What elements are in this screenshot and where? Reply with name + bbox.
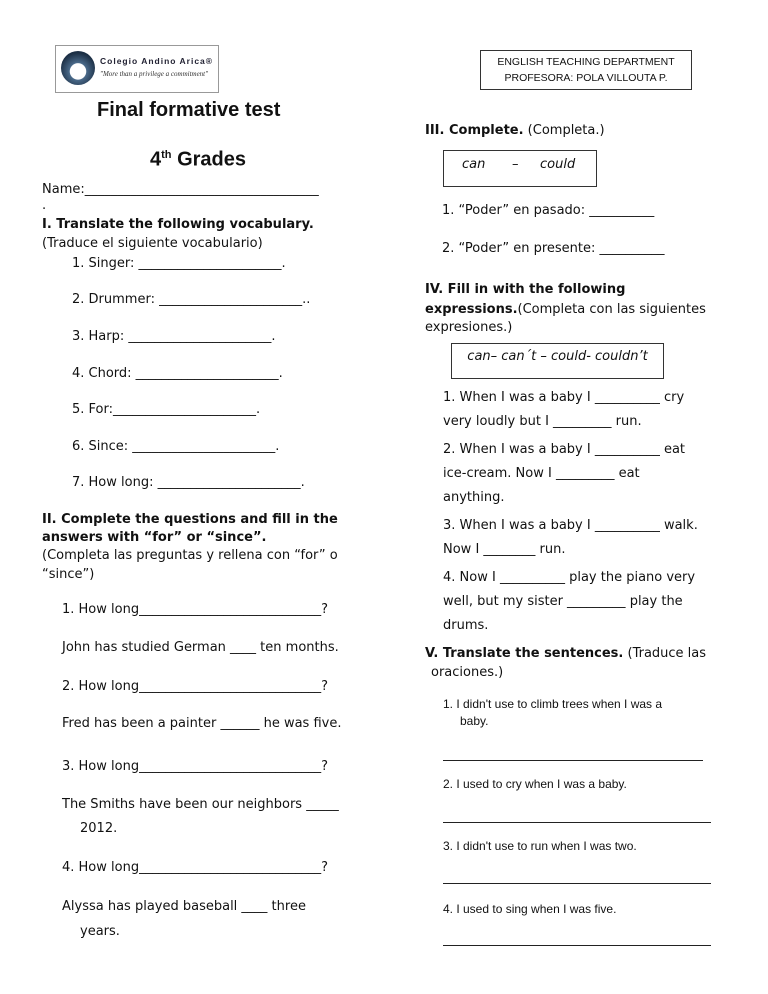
fill-item-cont: well, but my sister _________ play the: [443, 594, 683, 609]
fill-item: 1. When I was a baby I __________ cry: [443, 390, 685, 405]
vocab-item: 7. How long: ______________________.: [72, 475, 305, 490]
answer-item: John has studied German ____ ten months.: [62, 640, 339, 655]
section-2-subtitle: (Completa las preguntas y rellena con “for” o: [42, 548, 338, 563]
department-label: ENGLISH TEACHING DEPARTMENT: [497, 56, 675, 68]
translate-item: 1. I didn't use to climb trees when I was a: [443, 697, 663, 711]
fill-item-cont: Now I ________ run.: [443, 542, 566, 557]
school-emblem-icon: [61, 51, 95, 85]
fill-item: 4. Now I __________ play the piano very: [443, 570, 696, 585]
school-name: Colegio Andino Arica®: [100, 56, 214, 66]
section-1-title: I. Translate the following vocabulary.: [42, 217, 314, 232]
fill-item: 3. When I was a baby I __________ walk.: [443, 518, 698, 533]
answer-item: Fred has been a painter ______ he was five.: [62, 716, 342, 731]
section-4-title-end: expresiones.): [425, 320, 513, 335]
section-2-subtitle-cont: “since”): [42, 567, 95, 582]
grade-heading: 4th Grades: [150, 148, 247, 171]
question-item: 4. How long____________________________?: [62, 860, 328, 875]
translate-item: 3. I didn't use to run when I was two.: [443, 839, 637, 853]
page-title: Final formative test: [97, 99, 281, 121]
answer-line[interactable]: [443, 883, 711, 884]
section-4-title-cont: expressions.(Completa con las siguientes: [425, 302, 706, 317]
fill-item-cont: ice-cream. Now I _________ eat: [443, 466, 640, 481]
fill-item-cont: drums.: [443, 618, 489, 633]
section-1-subtitle: (Traduce el siguiente vocabulario): [42, 236, 263, 251]
vocab-item: 3. Harp: ______________________.: [72, 329, 276, 344]
translate-item: 2. I used to cry when I was a baby.: [443, 777, 627, 791]
section-2-title-cont: answers with “for” or “since”.: [42, 530, 267, 545]
answer-item: The Smiths have been our neighbors _____: [62, 797, 339, 812]
question-item: 2. How long____________________________?: [62, 679, 328, 694]
word-box-can-could: can – could: [443, 150, 597, 187]
vocab-item: 2. Drummer: ______________________..: [72, 292, 311, 307]
fill-item-cont: anything.: [443, 490, 505, 505]
translate-item: 4. I used to sing when I was five.: [443, 902, 617, 916]
vocab-item: 6. Since: ______________________.: [72, 439, 280, 454]
school-logo: [55, 45, 219, 93]
vocab-item: 1. Singer: ______________________.: [72, 256, 286, 271]
section-2-title: II. Complete the questions and fill in the: [42, 512, 338, 527]
answer-item-cont: years.: [80, 924, 120, 939]
section-5-title-cont: oraciones.): [431, 665, 504, 680]
name-field[interactable]: Name:____________________________________: [42, 182, 319, 197]
word-box-expressions: can– can´t – could- couldn’t: [451, 343, 664, 379]
question-item: 1. How long____________________________?: [62, 602, 328, 617]
translate-item-cont: baby.: [460, 714, 489, 728]
section-3-title: III. Complete. (Completa.): [425, 123, 605, 138]
teacher-label: PROFESORA: POLA VILLOUTA P.: [504, 72, 668, 84]
school-motto: "More than a privilege a commitment": [100, 70, 209, 78]
vocab-item: 4. Chord: ______________________.: [72, 366, 283, 381]
fill-item: 2. When I was a baby I __________ eat: [443, 442, 686, 457]
section-5-title: V. Translate the sentences. (Traduce las: [425, 646, 707, 661]
vocab-item: 5. For:______________________.: [72, 402, 261, 417]
answer-line[interactable]: [443, 822, 711, 823]
answer-line[interactable]: [443, 760, 703, 761]
question-item: 3. How long____________________________?: [62, 759, 328, 774]
answer-item: Alyssa has played baseball ____ three: [62, 899, 306, 914]
answer-item-cont: 2012.: [80, 821, 118, 836]
name-dot: .: [42, 198, 47, 213]
answer-line[interactable]: [443, 945, 711, 946]
section-4-title: IV. Fill in with the following: [425, 282, 626, 297]
complete-item: 2. “Poder” en presente: __________: [442, 241, 665, 256]
complete-item: 1. “Poder” en pasado: __________: [442, 203, 655, 218]
fill-item-cont: very loudly but I _________ run.: [443, 414, 642, 429]
department-box: [480, 50, 692, 90]
